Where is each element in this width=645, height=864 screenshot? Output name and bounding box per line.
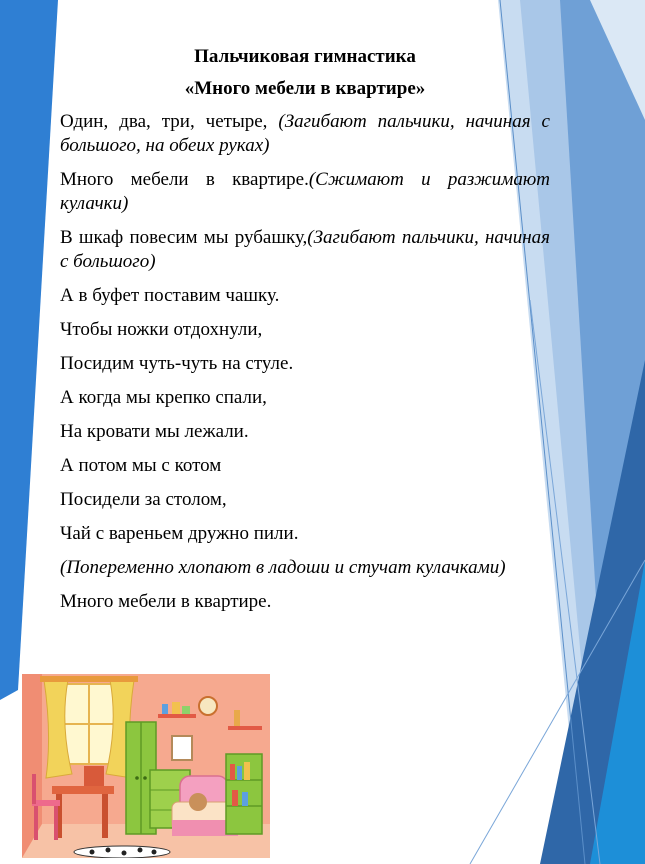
verse-11: Чай с вареньем дружно пили. [60,523,299,544]
title-line-1: Пальчиковая гимнастика [194,46,416,67]
verse-2 [60,168,550,216]
text-block [60,44,550,614]
wall-shelf [158,714,196,718]
verse-5: Чтобы ножки отдохнули, [60,319,263,340]
verse-9: А потом мы с котом [60,455,222,476]
verse-text: Много мебели в квартире. [60,169,309,190]
verse-1 [60,110,550,158]
verse-3 [60,226,550,274]
verse-13: Много мебели в квартире. [60,591,272,612]
verse-7: А когда мы крепко спали, [60,387,267,408]
verse-8: На кровати мы лежали. [60,421,249,442]
verse-note: (Загибают пальчики, начиная с большого, на обеих руках) [60,111,550,156]
verse-note: (Загибают пальчики, начиная с большого) [60,227,550,272]
title-line-2: «Много мебели в квартире» [184,78,426,99]
desk [52,786,114,794]
verse-6: Посидим чуть-чуть на стуле. [60,353,294,374]
room-illustration [22,674,270,858]
wall-picture [172,736,192,760]
verse-4: А в буфет поставим чашку. [60,285,280,306]
left-blue-wedge [0,0,58,700]
verse-10: Посидели за столом, [60,489,227,510]
verse-12-note: (Попеременно хлопают в ладоши и стучат кулачками) [60,557,506,578]
chair [32,800,60,806]
verse-text: В шкаф повесим мы рубашку, [60,227,308,248]
verse-text: Один, два, три, четыре, [60,111,279,132]
verse-note: (Сжимают и разжимают кулачки) [60,169,550,214]
wall-clock [199,697,217,715]
